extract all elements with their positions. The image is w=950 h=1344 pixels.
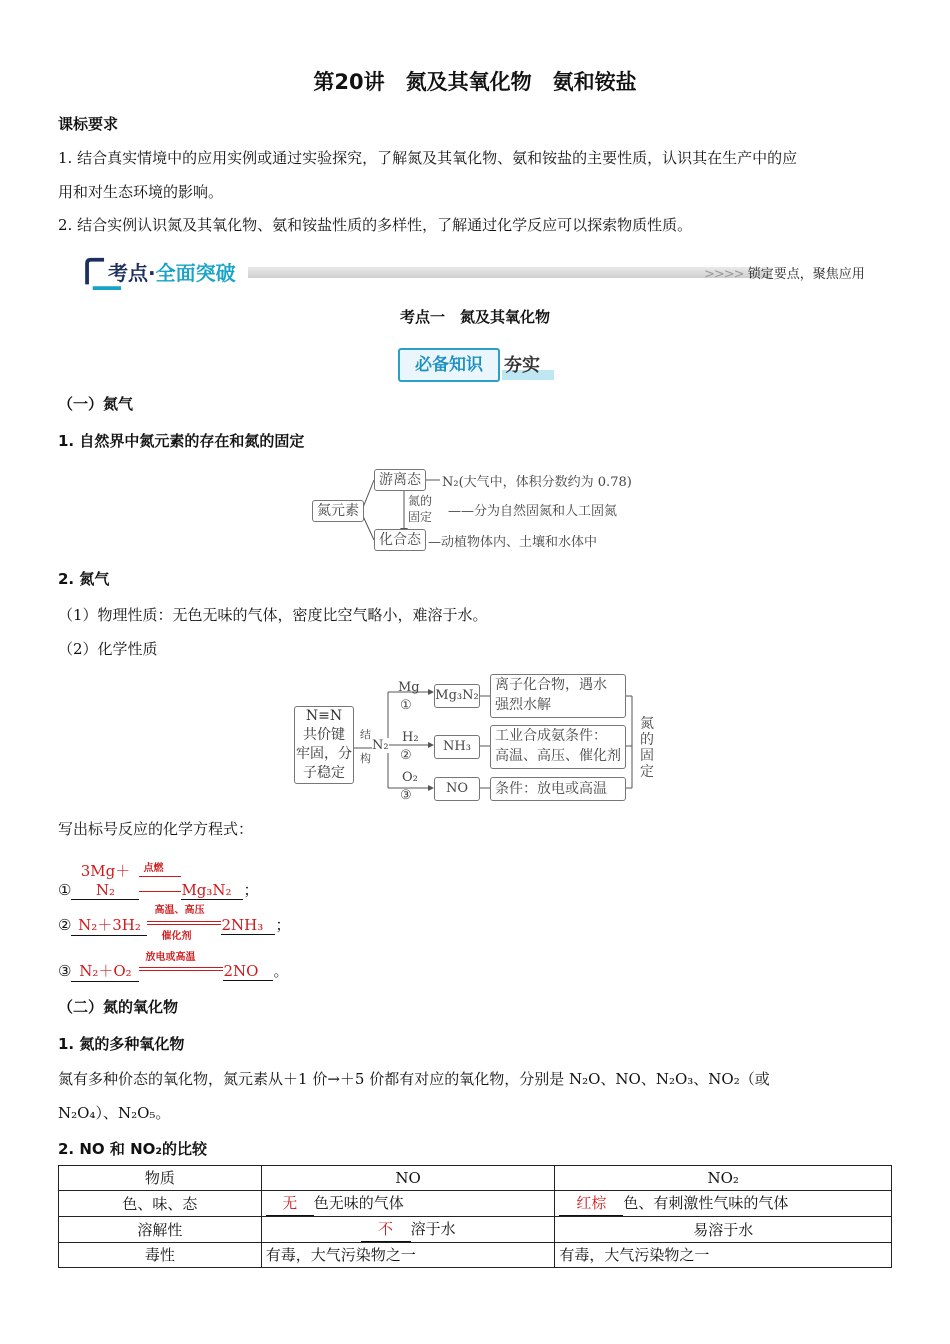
diagram2-right-label: [640, 716, 656, 780]
table-row: [59, 1217, 892, 1243]
diagram1-combined-desc: —动植物体内、土壤和水体中: [428, 535, 598, 550]
kebiao-item-1: [58, 141, 898, 209]
diagram2-left-line: 共价键: [303, 727, 345, 743]
chevrons-icon: >>>>: [704, 267, 744, 282]
kebiao-item-2: 2. 结合实例认识氮及其氧化物、氨和铵盐性质的多样性，了解通过化学反应可以探索物质性质。: [58, 216, 693, 234]
diagram1-fix-desc: ——分为自然固氮和人工固氮: [448, 504, 618, 519]
diagram2-left-box: [294, 706, 354, 784]
bibei-box: 必备知识: [398, 348, 500, 382]
diagram2-r1-reagent: Mg: [398, 680, 420, 695]
kebiao-item-1-line2: 用和对生态环境的影响。: [58, 183, 224, 201]
answer-blank: 不: [361, 1217, 411, 1242]
sec3-para-line1: 氮有多种价态的氧化物，氮元素从＋1 价→＋5 价都有对应的氧化物，分别是 N₂O、NO、N₂O₃、NO₂（或: [58, 1070, 770, 1088]
table-cell: 毒性: [59, 1243, 262, 1268]
banner-bar: [248, 267, 772, 278]
table-cell-text: 色、有刺激性气味的气体: [623, 1194, 789, 1212]
equation-3: [58, 952, 289, 982]
equation-2-end: ；: [275, 916, 291, 934]
equation-2-num: ②: [58, 916, 72, 934]
diagram1-free: 游离态: [374, 469, 426, 491]
nitrogen-reaction-diagram: [292, 672, 672, 802]
equation-1-arrow: [139, 863, 181, 892]
diagram1-free-desc: N₂(大气中，体积分数约为 0.78): [442, 475, 632, 490]
sec2-heading: 2. 氮气: [58, 570, 110, 588]
equations-intro: 写出标号反应的化学方程式：: [58, 820, 254, 838]
diagram2-struct-2: 构: [360, 752, 371, 765]
table-row: [59, 1191, 892, 1217]
equation-1-num: ①: [58, 881, 72, 899]
sec3-heading: （二）氮的氧化物: [58, 998, 179, 1016]
table-row: [59, 1166, 892, 1191]
table-cell: 色、味、态: [59, 1191, 262, 1217]
equation-1: [58, 860, 258, 900]
bibei-hang: 夯实: [504, 355, 540, 376]
diagram2-r2-num: ②: [400, 748, 412, 763]
sec1-heading: （一）氮气: [58, 395, 134, 413]
equation-3-right: 2NO: [223, 962, 273, 981]
table-row: [59, 1243, 892, 1268]
kebiao-item-1-line1: 1. 结合真实情境中的应用实例或通过实验探究，了解氮及其氧化物、氨和铵盐的主要性质，认识其在生产中的应: [58, 149, 798, 167]
banner-title-b: 全面突破: [155, 261, 236, 285]
page-title: 第20讲 氮及其氧化物 氨和铵盐: [313, 70, 637, 94]
diagram2-r1-desc-1: 离子化合物，遇水: [495, 677, 607, 693]
diagram2-right-char: 氮: [640, 716, 654, 732]
diagram2-r1-product: Mg₃N₂: [434, 684, 480, 708]
diagram2-left-line: 子稳定: [303, 765, 345, 781]
equation-1-left: 3Mg＋N₂: [71, 860, 139, 900]
table-cell-text: 色无味的气体: [313, 1194, 404, 1212]
table-cell: [261, 1217, 555, 1243]
diagram2-r2-reagent: H₂: [402, 730, 419, 745]
sec3-sub1: 1. 氮的多种氧化物: [58, 1035, 185, 1053]
diagram2-r2-desc-2: 高温、高压、催化剂: [495, 748, 621, 764]
equation-2-arrow: [147, 905, 221, 942]
banner-right-text: [704, 263, 865, 282]
sec3-para: [58, 1062, 898, 1130]
equation-3-num: ③: [58, 962, 72, 980]
table-header: NO₂: [555, 1166, 892, 1191]
kebiao-heading: 课标要求: [58, 115, 119, 133]
table-header: NO: [261, 1166, 555, 1191]
diagram2-r2-desc: [490, 725, 626, 769]
table-cell-text: 溶于水: [410, 1220, 456, 1238]
equation-1-end: ；: [243, 881, 259, 899]
table-cell: 溶解性: [59, 1217, 262, 1243]
diagram2-r1-num: ①: [400, 698, 412, 713]
diagram2-struct-1: 结: [360, 728, 371, 741]
equation-2-cond-top: 高温、高压: [154, 905, 205, 916]
diagram2-right-char: 的: [640, 732, 654, 748]
banner-title-a: 考点: [108, 261, 148, 285]
diagram1-combined: 化合态: [374, 529, 426, 551]
table-cell: 有毒，大气污染物之一: [261, 1243, 555, 1268]
nitrogen-existence-diagram: [300, 462, 660, 554]
diagram2-r1-desc: [490, 674, 626, 718]
table-cell: [555, 1191, 892, 1217]
sec2-phys: （1）物理性质：无色无味的气体，密度比空气略小，难溶于水。: [58, 606, 488, 624]
equation-2-left: N₂＋3H₂: [71, 914, 147, 936]
diagram2-left-line: N≡N: [305, 708, 343, 724]
sec3-sub2: 2. NO 和 NO₂的比较: [58, 1140, 207, 1158]
equation-3-end: 。: [273, 962, 289, 980]
equation-3-cond: 放电或高温: [145, 952, 196, 963]
diagram1-root: 氮元素: [312, 500, 364, 522]
equation-3-arrow: [139, 952, 223, 971]
answer-blank: 无: [266, 1191, 314, 1216]
equation-1-right: Mg₃N₂: [181, 881, 243, 900]
equation-2-cond-bottom: 催化剂: [161, 931, 192, 942]
kaodian-title: 考点一 氮及其氧化物: [399, 308, 550, 326]
equation-3-left: N₂＋O₂: [71, 960, 139, 982]
equation-1-cond: 点燃: [143, 863, 164, 874]
comparison-table: [58, 1165, 892, 1268]
diagram2-r3-desc: 条件：放电或高温: [490, 777, 626, 801]
diagram2-center: N₂: [372, 738, 389, 753]
sec2-chem: （2）化学性质: [58, 640, 158, 658]
diagram2-r3-num: ③: [400, 788, 412, 803]
banner-title: [108, 257, 236, 286]
table-cell: [261, 1191, 555, 1217]
equation-2-right: 2NH₃: [221, 916, 275, 935]
sec1-sub1: 1. 自然界中氮元素的存在和氮的固定: [58, 432, 305, 450]
diagram2-r1-desc-2: 强烈水解: [495, 697, 551, 713]
diagram2-right-char: 定: [640, 764, 654, 780]
answer-blank: 红棕: [559, 1191, 623, 1216]
diagram2-r2-product: NH₃: [434, 735, 480, 759]
sec3-para-line2: N₂O₄）、N₂O₅。: [58, 1104, 171, 1122]
table-header: 物质: [59, 1166, 262, 1191]
diagram1-fix-2: 固定: [408, 510, 433, 524]
diagram2-left-line: 牢固，分: [296, 746, 352, 762]
diagram2-r2-desc-1: 工业合成氨条件：: [495, 728, 607, 744]
section-banner: [78, 254, 878, 290]
table-cell: 有毒，大气污染物之一: [555, 1243, 892, 1268]
diagram2-r3-reagent: O₂: [402, 770, 418, 785]
banner-right-label: 锁定要点，聚焦应用: [747, 267, 865, 282]
diagram1-fix-1: 氮的: [408, 494, 433, 508]
diagram2-right-char: 固: [640, 748, 654, 764]
equation-2: [58, 905, 291, 942]
diagram2-r3-product: NO: [434, 777, 480, 801]
banner-title-dot: ·: [148, 261, 156, 285]
bibei-badge: [398, 348, 558, 382]
table-cell: 易溶于水: [555, 1217, 892, 1243]
